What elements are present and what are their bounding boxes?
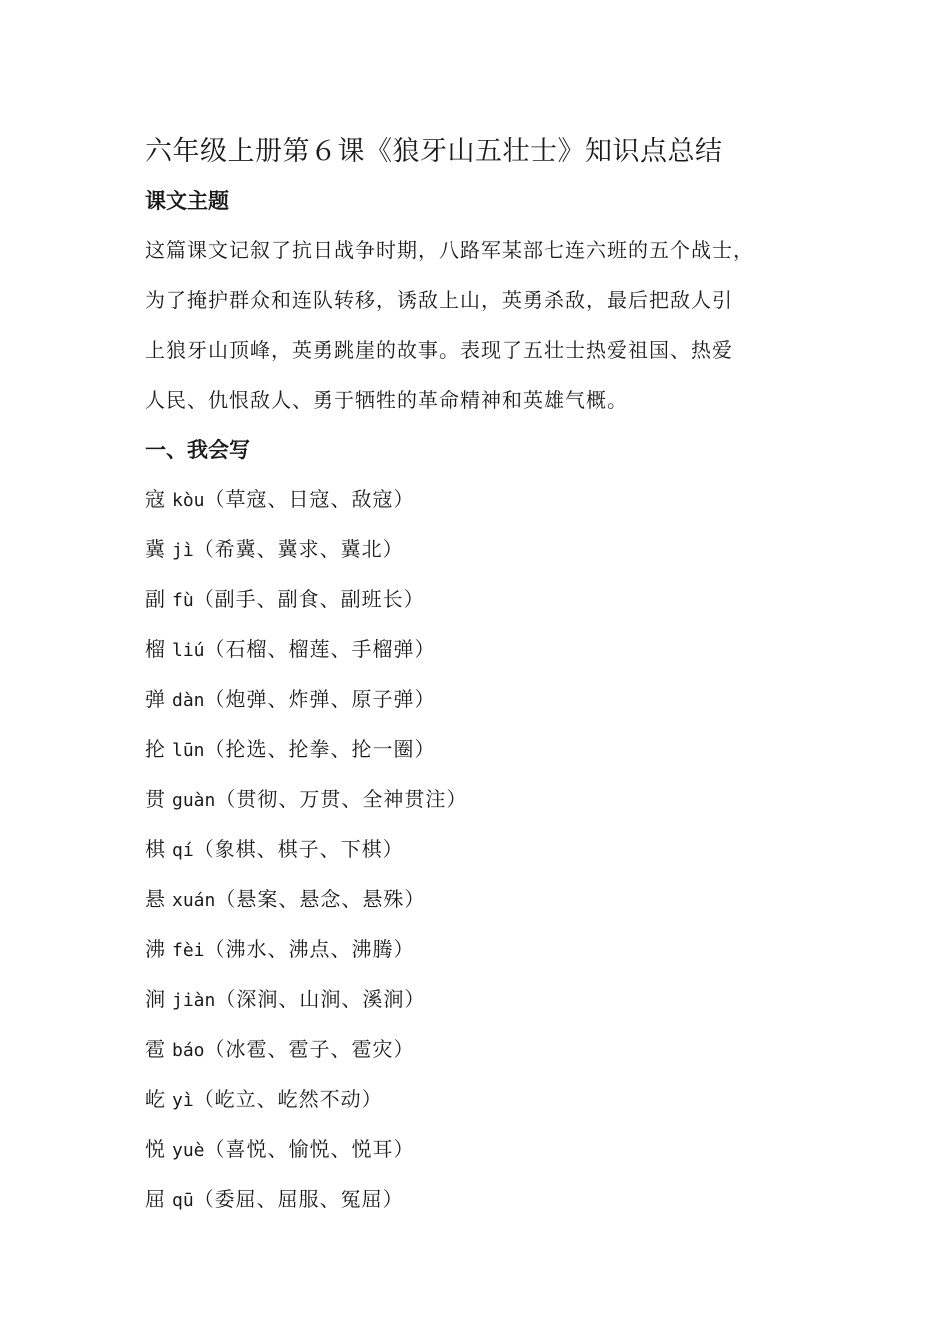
vocab-pinyin: guàn [172, 790, 216, 811]
vocab-char: 抡 [145, 737, 165, 761]
vocab-words: （沸水、沸点、沸腾） [204, 937, 415, 961]
vocab-pinyin: yì [172, 1090, 194, 1111]
vocab-pinyin: yuè [172, 1140, 205, 1161]
vocab-list [145, 484, 467, 1214]
vocab-pinyin: kòu [172, 490, 205, 511]
vocab-pinyin: fèi [172, 940, 205, 961]
vocab-item [145, 584, 467, 614]
vocab-words: （抡选、抡拳、抡一圈） [204, 737, 436, 761]
vocab-item [145, 734, 467, 764]
theme-line: 这篇课文记叙了抗日战争时期，八路军某部七连六班的五个战士， [145, 238, 754, 262]
vocab-item [145, 1134, 467, 1164]
vocab-char: 悦 [145, 1137, 165, 1161]
vocab-item [145, 534, 467, 564]
vocab-words: （冰雹、雹子、雹灾） [204, 1037, 415, 1061]
vocab-item [145, 984, 467, 1014]
vocab-words: （贯彻、万贯、全神贯注） [215, 787, 468, 811]
theme-line: 人民、仇恨敌人、勇于牺牲的革命精神和英雄气概。 [145, 388, 628, 412]
vocab-words: （副手、副食、副班长） [193, 587, 425, 611]
vocab-pinyin: jiàn [172, 990, 216, 1011]
vocab-pinyin: dàn [172, 690, 205, 711]
vocab-char: 冀 [145, 537, 165, 561]
vocab-char: 屈 [145, 1187, 165, 1211]
vocab-words: （深涧、山涧、溪涧） [215, 987, 426, 1011]
vocab-item [145, 934, 467, 964]
vocab-item [145, 834, 467, 864]
vocab-item [145, 484, 467, 514]
vocab-words: （希冀、冀求、冀北） [193, 537, 404, 561]
vocab-words: （喜悦、愉悦、悦耳） [204, 1137, 415, 1161]
vocab-pinyin: xuán [172, 890, 216, 911]
vocab-item [145, 1034, 467, 1064]
theme-line: 上狼牙山顶峰，英勇跳崖的故事。表现了五壮士热爱祖国、热爱 [145, 338, 733, 362]
vocab-char: 贯 [145, 787, 165, 811]
vocab-pinyin: qí [172, 840, 194, 861]
vocab-words: （悬案、悬念、悬殊） [215, 887, 426, 911]
vocab-pinyin: liú [172, 640, 205, 661]
vocab-char: 寇 [145, 487, 165, 511]
vocab-char: 悬 [145, 887, 165, 911]
writing-heading: 一、我会写 [145, 438, 250, 462]
vocab-item [145, 634, 467, 664]
vocab-item [145, 784, 467, 814]
vocab-words: （炮弹、炸弹、原子弹） [204, 687, 436, 711]
vocab-char: 榴 [145, 637, 165, 661]
vocab-pinyin: fù [172, 590, 194, 611]
vocab-char: 沸 [145, 937, 165, 961]
vocab-words: （石榴、榴莲、手榴弹） [204, 637, 436, 661]
vocab-item [145, 684, 467, 714]
vocab-words: （屹立、屹然不动） [193, 1087, 383, 1111]
vocab-char: 雹 [145, 1037, 165, 1061]
vocab-char: 棋 [145, 837, 165, 861]
theme-paragraph [145, 235, 835, 415]
vocab-pinyin: lūn [172, 740, 205, 761]
vocab-pinyin: jì [172, 540, 194, 561]
vocab-words: （委屈、屈服、冤屈） [193, 1187, 404, 1211]
vocab-item [145, 884, 467, 914]
vocab-words: （草寇、日寇、敌寇） [204, 487, 415, 511]
vocab-pinyin: qū [172, 1190, 194, 1211]
theme-heading: 课文主题 [145, 189, 229, 213]
vocab-char: 屹 [145, 1087, 165, 1111]
vocab-char: 副 [145, 587, 165, 611]
vocab-char: 涧 [145, 987, 165, 1011]
vocab-char: 弹 [145, 687, 165, 711]
document-title: 六年级上册第６课《狼牙山五壮士》知识点总结 [145, 136, 723, 167]
vocab-words: （象棋、棋子、下棋） [193, 837, 404, 861]
vocab-pinyin: báo [172, 1040, 205, 1061]
vocab-item [145, 1084, 467, 1114]
theme-line: 为了掩护群众和连队转移，诱敌上山，英勇杀敌，最后把敌人引 [145, 288, 733, 312]
vocab-item [145, 1184, 467, 1214]
